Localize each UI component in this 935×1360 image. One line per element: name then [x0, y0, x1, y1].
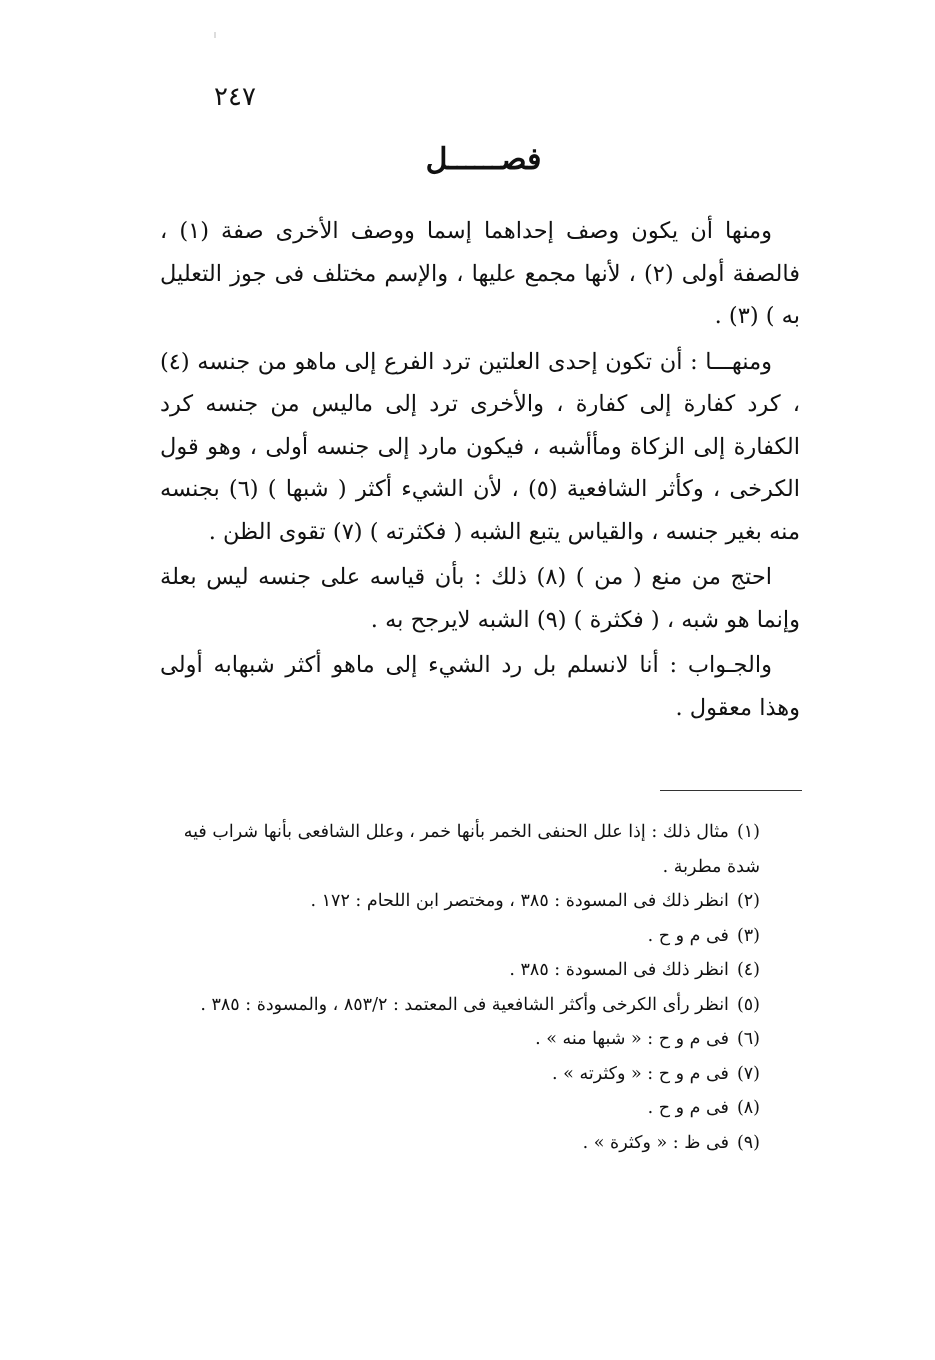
- footnote-number: (٨): [736, 1098, 760, 1118]
- footnote-1: [160, 815, 805, 884]
- paragraph-1: ومنها أن يكون وصف إحداهما إسما ووصف الأخرى صفة (١) ، فالصفة أولى (٢) ، لأنها مجمع عليها ، والإسم مختلف فى جوز التعليل به ) (٣) .: [160, 218, 800, 329]
- footnote-4: [160, 953, 805, 988]
- footnote-text: فى م و ح : « شبها منه » .: [535, 1029, 729, 1049]
- footnote-number: (٧): [736, 1063, 760, 1084]
- footnote-number: (٥): [736, 994, 760, 1015]
- footnote-6: [160, 1022, 805, 1057]
- footnote-number: (٣): [736, 925, 760, 946]
- main-text: [160, 210, 800, 729]
- footnote-text: فى ظ : « وكثرة » .: [582, 1132, 729, 1153]
- paragraph-2: ومنهـــا : أن تكون إحدى العلتين ترد الفرع إلى ماهو من جنسه (٤) ، كرد كفارة إلى كفارة ، والأخرى ترد إلى ماليس من جنسه كرد الكفارة إلى الزكاة ومأأشبه ، فيكون مارد إلى جنسه أولى ، وهو قول الكرخى ، وكأثر الشافعية (٥) ، لأن الشيء أكثر ( شبها ) (٦) بجنسه منه بغير جنسه ، والقياس يتبع الشبه ( فكثرته ) (٧) تقوى الظن .: [160, 348, 800, 545]
- footnote-8: [160, 1091, 805, 1126]
- paragraph-4: والجـواب : أنا لانسلم بل رد الشيء إلى ماهو أكثر شبهابه أولى وهذا معقول .: [160, 652, 800, 721]
- footnote-text: فى م و ح .: [647, 1098, 729, 1118]
- footnote-7: [160, 1057, 805, 1092]
- footnote-number: (٩): [736, 1132, 760, 1153]
- section-heading-text: فصــــــل: [425, 142, 542, 177]
- footnote-divider: [660, 790, 802, 791]
- footnote-number: (٤): [736, 960, 760, 980]
- footnote-number: (١): [736, 822, 760, 842]
- footnote-number: (٦): [736, 1029, 760, 1049]
- section-heading: [0, 142, 935, 177]
- footnote-9: [160, 1126, 805, 1161]
- footnote-3: [160, 919, 805, 954]
- footnote-text: فى م و ح : « وكثرته » .: [552, 1063, 729, 1084]
- footnote-text: انظر رأى الكرخى وأكثر الشافعية فى المعتمد : ٨٥٣/٢ ، والمسودة : ٣٨٥ .: [200, 994, 729, 1015]
- footnote-text: انظر ذلك فى المسودة : ٣٨٥ ، ومختصر ابن اللحام : ١٧٢ .: [310, 891, 729, 911]
- footnote-text: انظر ذلك فى المسودة : ٣٨٥ .: [509, 960, 729, 980]
- paragraph-3: احتج من منع ( من ) (٨) ذلك : بأن قياسه على جنسه ليس بعلة وإنما هو شبه ، ( فكثرة ) (٩) الشبه لايرجح به .: [160, 564, 800, 633]
- footnote-5: [160, 988, 805, 1023]
- scan-speck: [214, 32, 216, 38]
- page-number: ٢٤٧: [214, 82, 256, 112]
- footnote-2: [160, 884, 805, 919]
- footnotes: [160, 815, 805, 1160]
- footnote-text: فى م و ح .: [647, 925, 729, 946]
- footnote-number: (٢): [736, 891, 760, 911]
- footnote-text: مثال ذلك : إذا علل الحنفى الخمر بأنها خمر ، وعلل الشافعى بأنها شراب فيه شدة مطربة .: [183, 822, 760, 877]
